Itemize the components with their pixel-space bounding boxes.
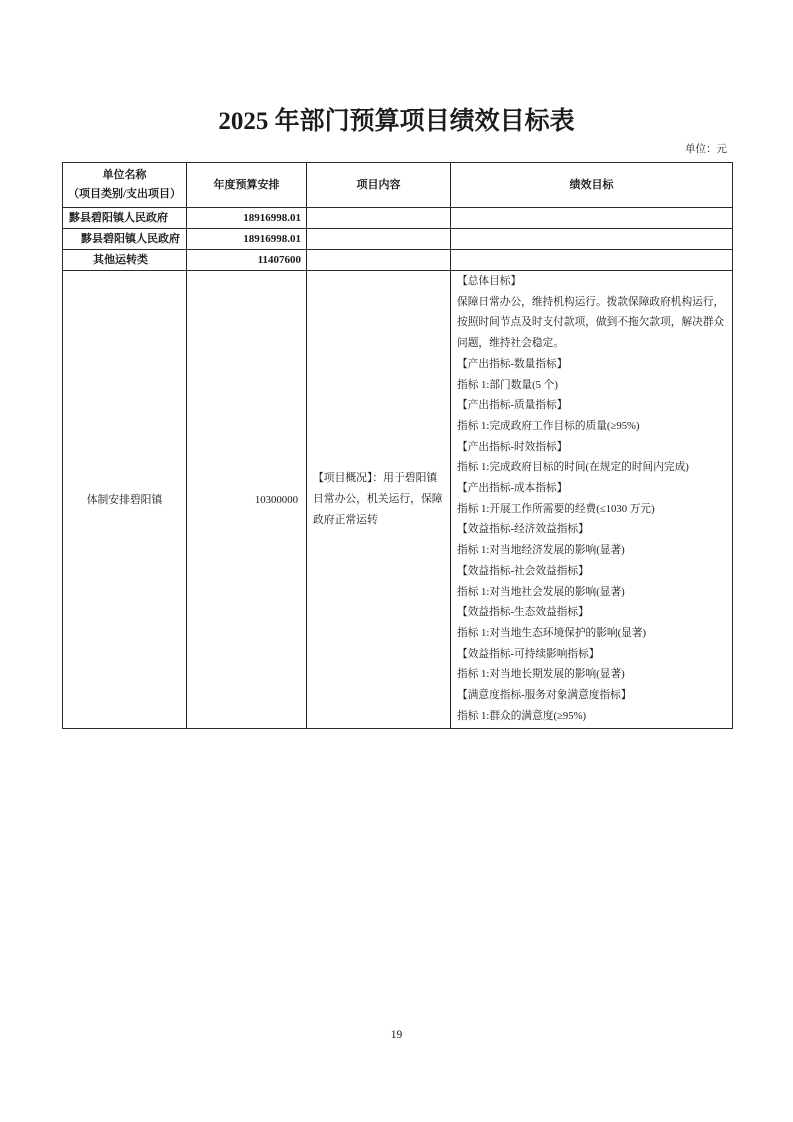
goals-cell — [451, 250, 733, 271]
budget-cell: 18916998.01 — [187, 208, 307, 229]
unit-name-cell: 黟县碧阳镇人民政府 — [63, 208, 187, 229]
project-row — [63, 271, 733, 729]
header-unit-name-label: 单位名称 — [102, 169, 147, 181]
indicator-category: 【效益指标-社会效益指标】 — [457, 564, 589, 577]
page-number: 19 — [390, 1029, 403, 1041]
indicator-category: 【满意度指标-服务对象满意度指标】 — [457, 689, 632, 702]
currency-unit-label: 单位：元 — [685, 144, 727, 155]
budget-cell: 18916998.01 — [187, 229, 307, 250]
category-name-cell: 其他运转类 — [63, 250, 187, 271]
overall-goal-text: 保障日常办公，维持机构运行。拨款保障政府机构运行，按照时间节点及时支付款项，做到不拖欠款项，解决群众问题，维持社会稳定。 — [457, 295, 725, 350]
budget-cell: 11407600 — [187, 250, 307, 271]
indicator-category: 【产出指标-数量指标】 — [457, 357, 568, 370]
table-row — [63, 208, 733, 229]
project-name-cell: 体制安排碧阳镇 — [63, 271, 187, 729]
content-cell — [307, 229, 451, 250]
content-cell — [307, 250, 451, 271]
indicator-item: 指标 1:群众的满意度(≥95%) — [457, 709, 587, 722]
indicator-category: 【产出指标-成本指标】 — [457, 482, 568, 495]
project-budget-cell: 10300000 — [187, 271, 307, 729]
indicator-category: 【效益指标-生态效益指标】 — [457, 606, 589, 619]
goals-cell — [451, 208, 733, 229]
header-unit-name-sub: （项目类别/支出项目） — [67, 188, 182, 200]
unit-name-cell: 黟县碧阳镇人民政府 — [63, 229, 187, 250]
table-row — [63, 250, 733, 271]
page-title: 2025 年部门预算项目绩效目标表 — [218, 108, 575, 135]
indicator-item: 指标 1:对当地社会发展的影响(显著) — [457, 585, 625, 598]
indicator-category: 【效益指标-可持续影响指标】 — [457, 647, 600, 660]
content-cell — [307, 208, 451, 229]
table-row — [63, 229, 733, 250]
indicator-item: 指标 1:部门数量(5 个) — [457, 378, 558, 391]
indicator-item: 指标 1:开展工作所需要的经费(≤1030 万元) — [457, 502, 655, 515]
indicator-category: 【效益指标-经济效益指标】 — [457, 523, 589, 536]
header-annual-budget: 年度预算安排 — [187, 163, 307, 208]
project-goals-cell — [451, 271, 733, 729]
indicator-category: 【产出指标-质量指标】 — [457, 399, 568, 412]
indicator-item: 指标 1:完成政府目标的时间(在规定的时间内完成) — [457, 461, 689, 474]
indicator-item: 指标 1:对当地经济发展的影响(显著) — [457, 544, 625, 557]
project-content-cell: 【项目概况】：用于碧阳镇日常办公，机关运行，保障政府正常运转 — [307, 271, 451, 729]
indicator-item: 指标 1:对当地生态环境保护的影响(显著) — [457, 626, 647, 639]
goals-cell — [451, 229, 733, 250]
performance-goals-table — [62, 162, 733, 729]
header-performance-goals: 绩效目标 — [451, 163, 733, 208]
indicator-item: 指标 1:对当地长期发展的影响(显著) — [457, 668, 625, 681]
indicator-item: 指标 1:完成政府工作目标的质量(≥95%) — [457, 419, 640, 432]
indicator-category: 【产出指标-时效指标】 — [457, 440, 568, 453]
header-unit-name — [63, 163, 187, 208]
overall-goal-heading: 【总体目标】 — [457, 275, 522, 287]
table-header-row — [63, 163, 733, 208]
header-project-content: 项目内容 — [307, 163, 451, 208]
